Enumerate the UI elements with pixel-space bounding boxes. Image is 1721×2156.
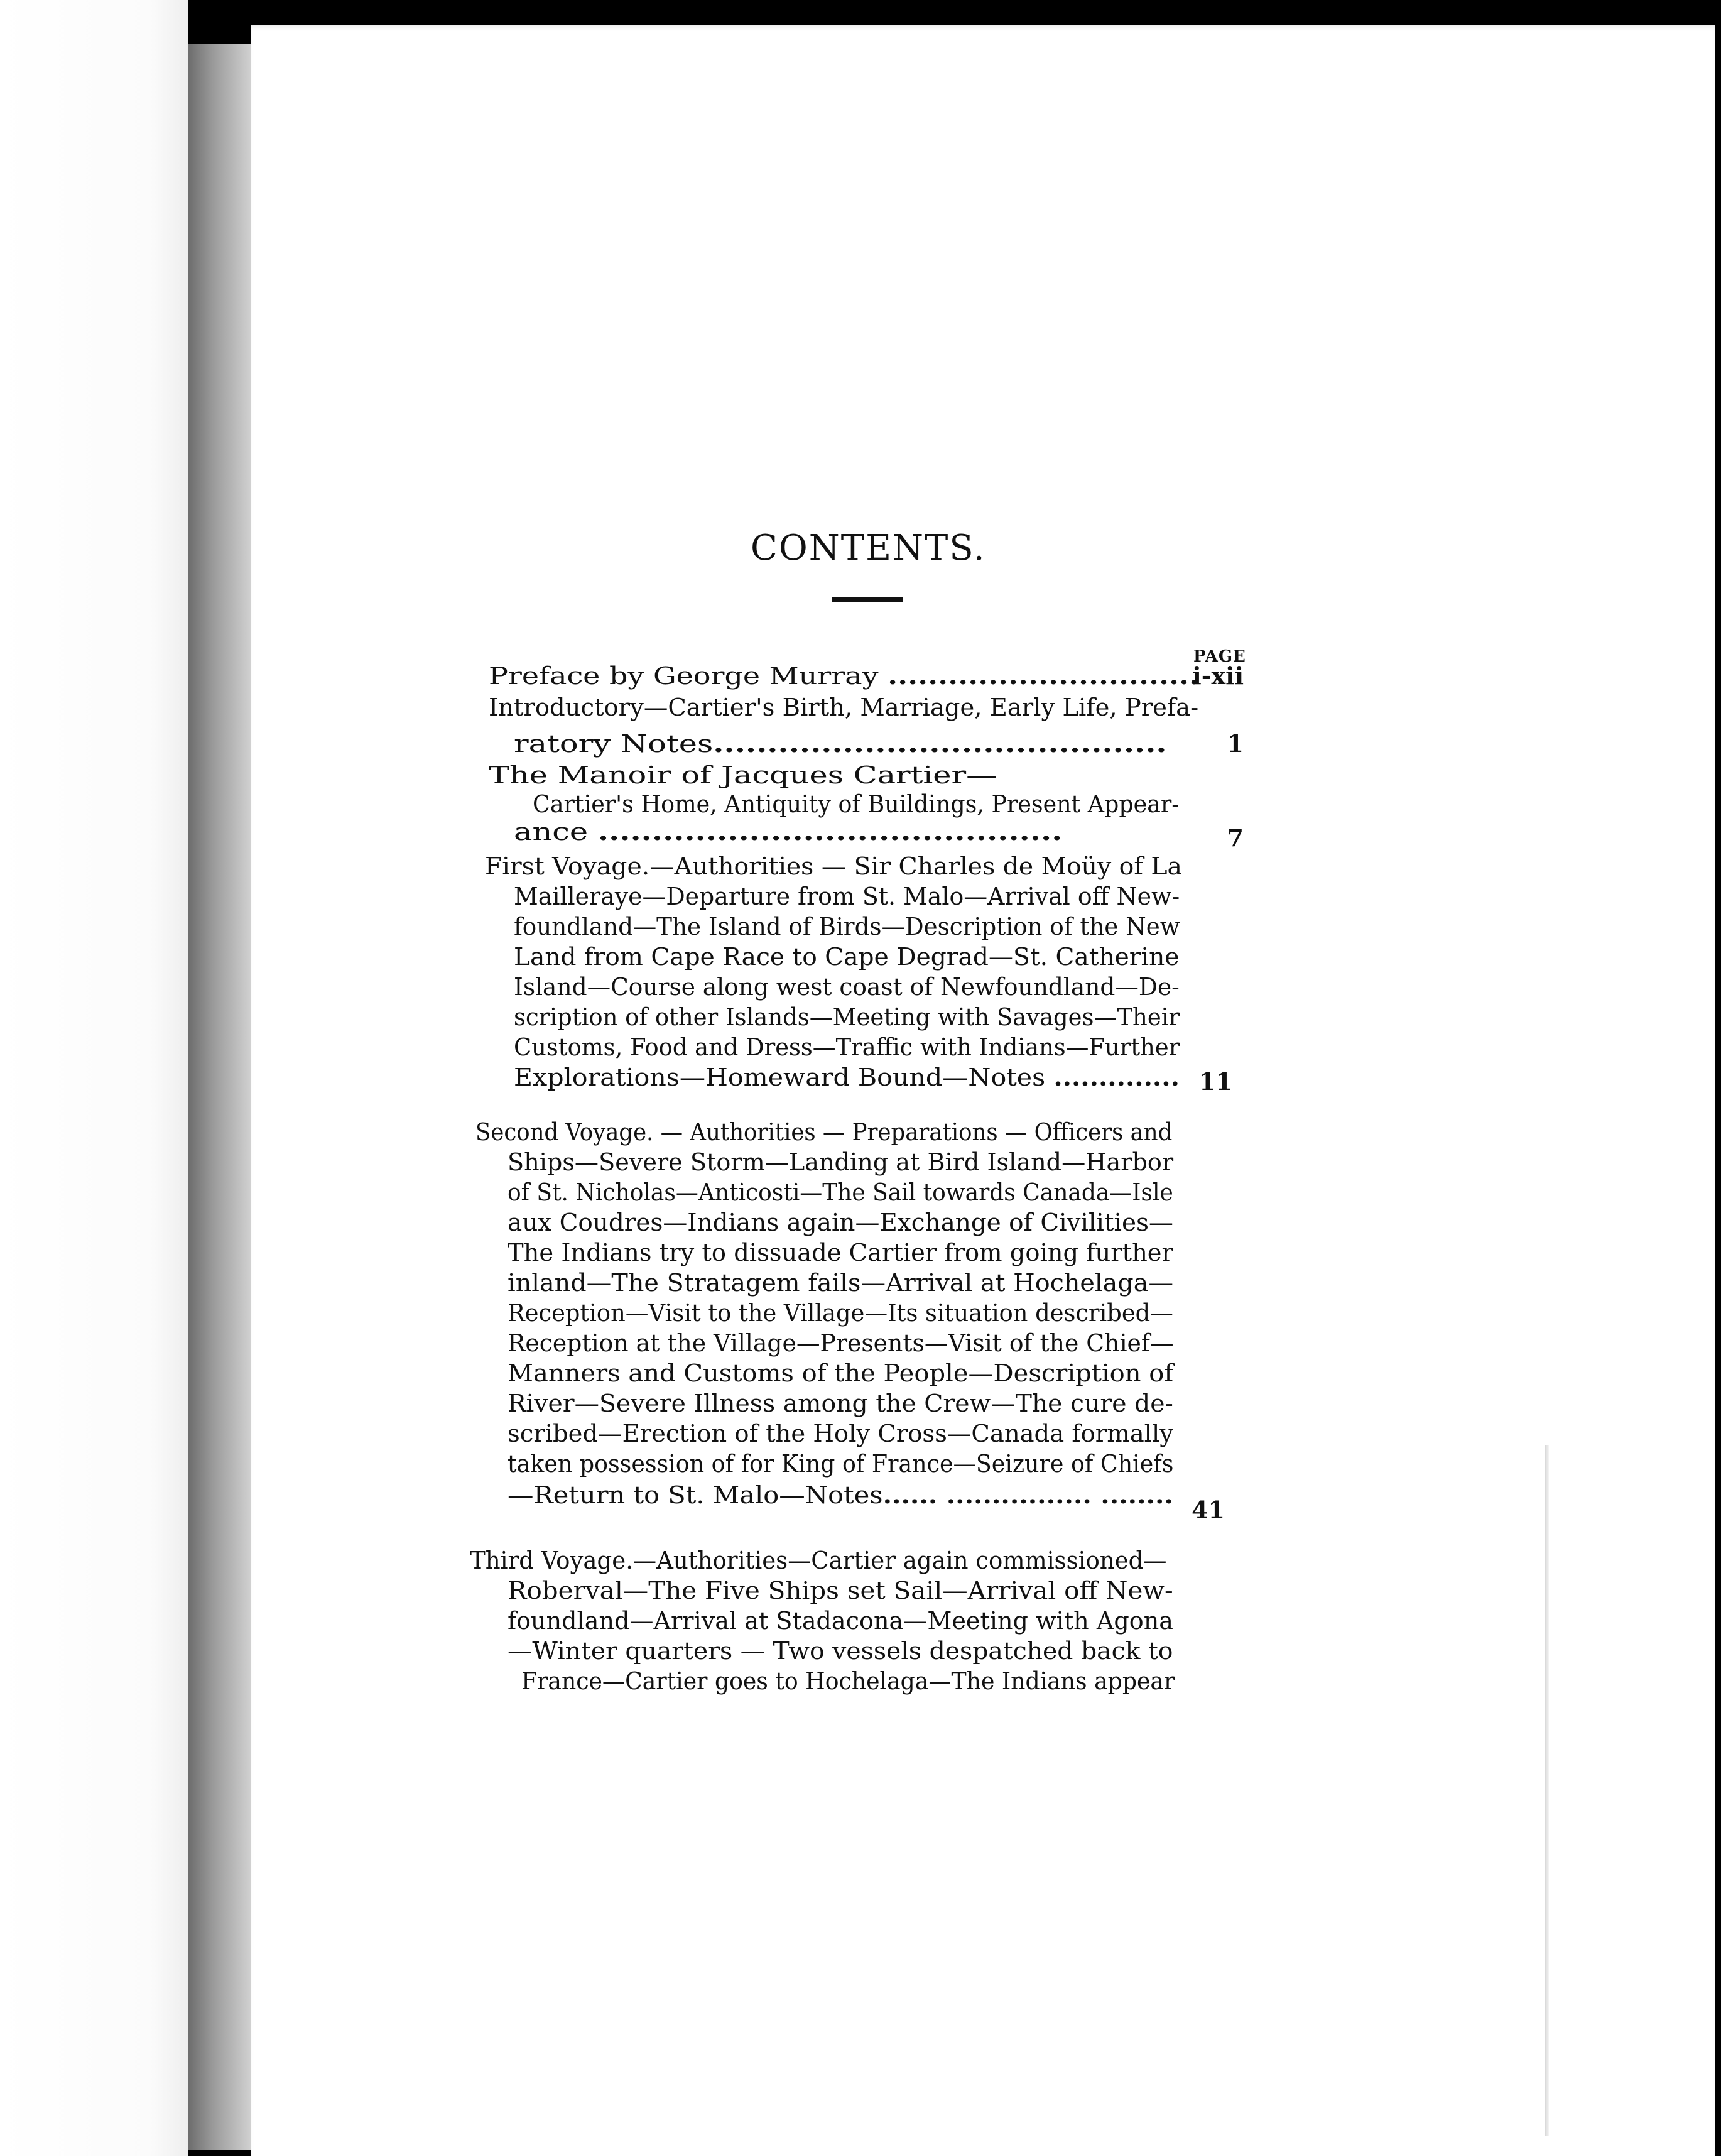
toc-line-text: Third Voyage.—Authorities—Cartier again commissioned— [470, 1547, 1167, 1574]
page-column-heading: PAGE [1193, 647, 1246, 666]
title-rule [832, 597, 903, 602]
toc-line-text: scribed—Erection of the Holy Cross—Canada formally [508, 1420, 1174, 1447]
dot-leader: .............. [1053, 1063, 1180, 1091]
toc-line-text: Preface by George Murray [489, 662, 888, 690]
toc-line-text: Second Voyage. — Authorities — Preparations — Officers and [475, 1118, 1173, 1146]
toc-line [508, 1177, 1173, 1207]
toc-line [470, 1545, 1166, 1576]
toc-line-text: Customs, Food and Dress—Traffic with Indians—Further [514, 1033, 1180, 1061]
toc-line [508, 1238, 1173, 1268]
toc-line-text: Cartier's Home, Antiquity of Buildings, Present Appear- [533, 790, 1180, 818]
toc-line-text: ance [514, 818, 598, 846]
toc-line-text: scription of other Islands—Meeting with Savages—Their [514, 1003, 1180, 1031]
toc-line-text: Explorations—Homeward Bound—Notes [514, 1064, 1054, 1091]
toc-line-text: Mailleraye—Departure from St. Malo—Arrival off New- [514, 883, 1180, 910]
toc-line-text: Reception—Visit to the Village—Its situation described— [508, 1299, 1173, 1327]
toc-line-text: —Return to St. Malo—Notes [508, 1481, 883, 1509]
toc-line [508, 1298, 1173, 1328]
toc-line-text: Introductory—Cartier's Birth, Marriage, Early Life, Prefa- [489, 694, 1199, 721]
toc-line [508, 1328, 1174, 1358]
toc-line-text: ratory Notes [514, 730, 714, 758]
toc-line [475, 1117, 1172, 1147]
toc-line [489, 661, 1199, 691]
toc-line-text: of St. Nicholas—Anticosti—The Sail towards Canada—Isle [508, 1179, 1173, 1206]
toc-line [489, 760, 997, 790]
toc-line [514, 881, 1180, 912]
dot-leader: ...... ................ ........ [882, 1481, 1173, 1509]
toc-line [508, 1207, 1173, 1238]
toc-line [508, 1576, 1173, 1606]
toc-line-text: France—Cartier goes to Hochelaga—The Indians appear [521, 1667, 1175, 1695]
toc-page-number: i-xii [1192, 662, 1244, 690]
toc-line [514, 942, 1179, 972]
toc-line [508, 1449, 1173, 1479]
toc-line [514, 1002, 1180, 1032]
toc-line [514, 1062, 1180, 1092]
toc-line [508, 1480, 1173, 1510]
toc-line-text: First Voyage.—Authorities — Sir Charles de Moüy of La [485, 852, 1182, 880]
dot-leader: ........................................... [597, 817, 1063, 846]
toc-line-text: —Winter quarters — Two vessels despatched back to [508, 1637, 1173, 1665]
left-page [0, 0, 188, 2156]
toc-line [485, 851, 1182, 881]
toc-page-number: 1 [1227, 729, 1244, 758]
toc-line [508, 1358, 1173, 1388]
toc-line-text: Reception at the Village—Presents—Visit of the Chief— [508, 1329, 1174, 1357]
toc-line [508, 1147, 1173, 1177]
toc-line [533, 789, 1180, 819]
toc-line-text: aux Coudres—Indians again—Exchange of Civilities— [508, 1209, 1173, 1236]
toc-line [508, 1268, 1173, 1298]
toc-line-text: Roberval—The Five Ships set Sail—Arrival off New- [508, 1577, 1173, 1604]
dot-leader: .......................................... [713, 729, 1167, 758]
toc-line-text: Island—Course along west coast of Newfoundland—De- [514, 973, 1180, 1001]
toc-line-text: inland—The Stratagem fails—Arrival at Hochelaga— [508, 1269, 1174, 1297]
page-edge [1545, 1445, 1549, 2136]
toc-line [508, 1606, 1173, 1636]
toc-line [521, 1666, 1175, 1696]
toc-line [514, 912, 1180, 942]
toc-line [508, 1636, 1173, 1666]
page-title: CONTENTS. [751, 528, 986, 569]
toc-page-number: 41 [1192, 1496, 1225, 1524]
toc-line-text: foundland—Arrival at Stadacona—Meeting with Agona [508, 1607, 1173, 1635]
toc-line [514, 817, 1062, 847]
toc-page-number: 7 [1227, 824, 1244, 852]
toc-line [514, 972, 1180, 1002]
toc-line-text: River—Severe Illness among the Crew—The cure de- [508, 1390, 1173, 1417]
toc-line [514, 729, 1167, 759]
toc-line [514, 1032, 1180, 1062]
dot-leader: ............................... [888, 662, 1200, 690]
toc-line-text: taken possession of for King of France—Seizure of Chiefs [508, 1450, 1174, 1478]
toc-line [508, 1418, 1173, 1449]
toc-line-text: foundland—The Island of Birds—Description of the New [514, 913, 1180, 940]
toc-line-text: Land from Cape Race to Cape Degrad—St. Catherine [514, 943, 1180, 971]
toc-line-text: Manners and Customs of the People—Description of [508, 1359, 1174, 1387]
toc-line [508, 1388, 1173, 1418]
toc-line-text: The Manoir of Jacques Cartier— [489, 761, 997, 789]
toc-line [489, 692, 1198, 722]
toc-line-text: The Indians try to dissuade Cartier from going further [508, 1239, 1173, 1266]
toc-page-number: 11 [1199, 1067, 1232, 1096]
toc-line-text: Ships—Severe Storm—Landing at Bird Island—Harbor [508, 1148, 1174, 1176]
